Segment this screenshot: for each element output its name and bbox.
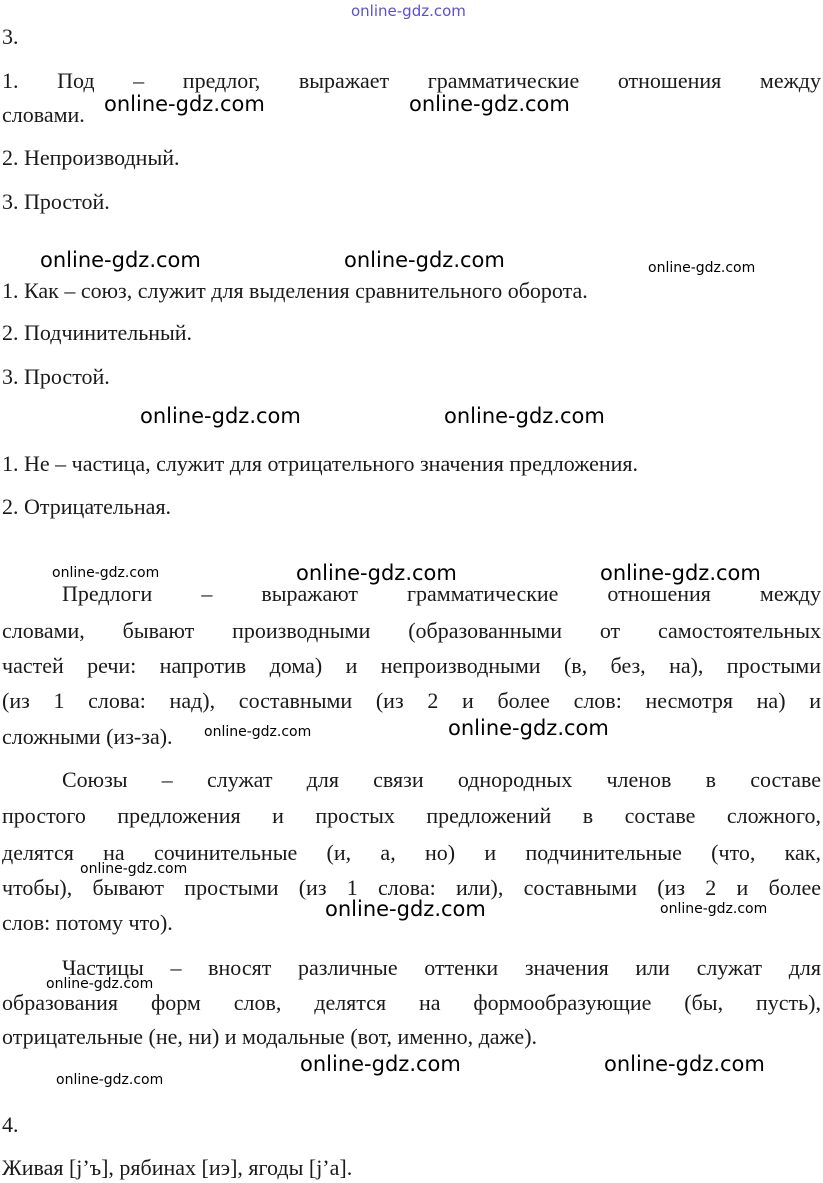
theory-conjunctions-line4: чтобы), бывают простыми (из 1 слова: или), составными (из 2 и более	[2, 875, 821, 900]
theory-conjunctions-line2: простого предложения и простых предложений в составе сложного,	[2, 803, 821, 828]
theory-prepositions-line5: сложными (из-за).	[2, 724, 173, 749]
watermark: online-gdz.com	[409, 92, 570, 116]
section-3-block1-line1: 1. Под – предлог, выражает грамматические отношения между	[2, 68, 821, 93]
watermark: online-gdz.com	[300, 1052, 461, 1076]
watermark: online-gdz.com	[56, 1072, 164, 1088]
section-3-block1-line1-end: словами.	[2, 102, 85, 127]
section-4-line1: Живая [j’ъ], рябинах [иэ], ягоды [j’а].	[2, 1155, 353, 1180]
watermark: online-gdz.com	[344, 248, 505, 272]
watermark-top: online-gdz.com	[351, 2, 466, 20]
section-3-block1-line3: 3. Простой.	[2, 189, 110, 214]
theory-conjunctions-line3: делятся на сочинительные (и, а, но) и подчинительные (что, как,	[2, 840, 821, 865]
section-4-number: 4.	[2, 1112, 19, 1137]
watermark: online-gdz.com	[40, 248, 201, 272]
watermark: online-gdz.com	[600, 561, 761, 585]
theory-particles-line3: отрицательные (не, ни) и модальные (вот, именно, даже).	[2, 1024, 538, 1049]
watermark: online-gdz.com	[104, 92, 265, 116]
section-3-block2-line3: 3. Простой.	[2, 364, 110, 389]
section-3-block2-line1: 1. Как – союз, служит для выделения сравнительного оборота.	[2, 278, 588, 303]
watermark: online-gdz.com	[660, 901, 768, 917]
watermark: online-gdz.com	[604, 1052, 765, 1076]
watermark: online-gdz.com	[80, 861, 188, 877]
section-3-number: 3.	[2, 24, 19, 49]
theory-prepositions-line2: словами, бывают производными (образованными от самостоятельных	[2, 618, 821, 643]
watermark: online-gdz.com	[52, 565, 160, 581]
watermark: online-gdz.com	[325, 897, 486, 921]
theory-particles-line1: Частицы – вносят различные оттенки значения или служат для	[62, 955, 821, 980]
watermark: online-gdz.com	[204, 724, 312, 740]
theory-conjunctions-line1: Союзы – служат для связи однородных членов в составе	[62, 767, 821, 792]
theory-conjunctions-line5: слов: потому что).	[2, 910, 173, 935]
theory-prepositions-line3: частей речи: напротив дома) и непроизводными (в, без, на), простыми	[2, 653, 821, 678]
theory-particles-line2: образования форм слов, делятся на формообразующие (бы, пусть),	[2, 990, 821, 1015]
theory-prepositions-line1: Предлоги – выражают грамматические отношения между	[62, 581, 821, 606]
section-3-block2-line2: 2. Подчинительный.	[2, 320, 193, 345]
section-3-block3-line2: 2. Отрицательная.	[2, 494, 172, 519]
watermark: online-gdz.com	[444, 404, 605, 428]
watermark: online-gdz.com	[448, 716, 609, 740]
watermark: online-gdz.com	[296, 561, 457, 585]
theory-prepositions-line4: (из 1 слова: над), составными (из 2 и более слов: несмотря на) и	[2, 688, 821, 713]
watermark: online-gdz.com	[140, 404, 301, 428]
section-3-block1-line2: 2. Непроизводный.	[2, 145, 180, 170]
section-3-block3-line1: 1. Не – частица, служит для отрицательного значения предложения.	[2, 451, 639, 476]
watermark: online-gdz.com	[46, 976, 154, 992]
watermark: online-gdz.com	[648, 260, 756, 276]
